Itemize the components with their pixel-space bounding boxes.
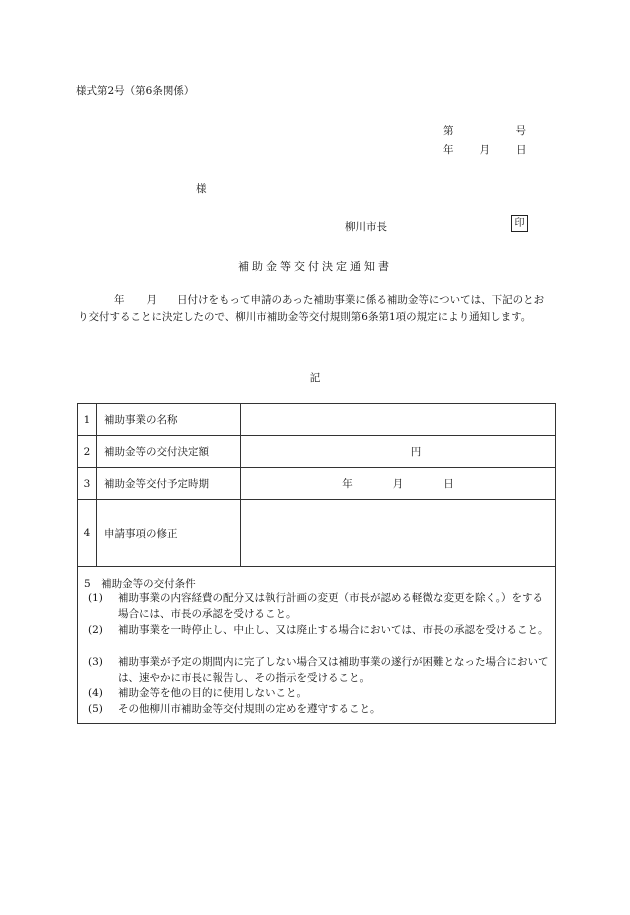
condition-mark: (5)	[88, 703, 103, 715]
schedule-year: 年	[342, 478, 353, 490]
row-label: 補助金等交付予定時期	[97, 468, 241, 500]
body-text: 日付けをもって申請のあった補助事業に係る補助金等については、下記のとおり交付することに決定したので、柳川市補助金等交付規則第6条第1項の規定により通知します。	[78, 294, 545, 323]
body-paragraph	[78, 292, 554, 326]
table-row	[78, 468, 556, 500]
amount-value	[241, 436, 556, 468]
body-year: 年	[114, 294, 125, 306]
condition-item	[88, 686, 550, 702]
table-row	[78, 500, 556, 567]
condition-text: その他柳川市補助金等交付規則の定めを遵守すること。	[118, 703, 381, 715]
document-title: 補助金等交付決定通知書	[238, 260, 392, 273]
form-number: 様式第2号（第6条関係）	[76, 85, 195, 97]
table-row	[78, 404, 556, 436]
condition-item	[88, 655, 550, 686]
document-number-line	[443, 123, 526, 138]
conditions-box	[77, 567, 556, 724]
schedule-value	[241, 468, 556, 500]
row-number: 4	[78, 500, 97, 567]
date-month: 月	[479, 144, 490, 156]
schedule-month: 月	[392, 478, 404, 490]
row-number: 1	[78, 404, 97, 436]
condition-text: 補助事業を一時停止し、中止し、又は廃止する場合においては、市長の承認を受けること。	[118, 624, 549, 636]
date-day: 日	[516, 144, 527, 156]
ki-heading: 記	[309, 372, 321, 384]
conditions-title: 5 補助金等の交付条件	[84, 578, 196, 590]
body-month: 月	[146, 294, 157, 306]
issue-date-line	[443, 142, 527, 157]
date-year: 年	[443, 144, 454, 156]
addressee-suffix: 様	[196, 183, 207, 195]
row-label: 申請事項の修正	[97, 500, 241, 567]
condition-mark: (2)	[88, 624, 103, 636]
condition-mark: (3)	[88, 656, 103, 668]
condition-mark: (1)	[88, 592, 103, 604]
schedule-day: 日	[443, 478, 454, 490]
condition-mark: (4)	[88, 687, 103, 699]
table-row	[78, 436, 556, 468]
condition-item	[88, 623, 550, 639]
seal-mark: 印	[511, 215, 528, 232]
row-label: 補助事業の名称	[97, 404, 241, 436]
yen-unit: 円	[410, 446, 422, 458]
condition-item	[88, 591, 550, 622]
amendment-value	[241, 500, 556, 567]
project-name-value	[241, 404, 556, 436]
condition-text: 補助事業が予定の期間内に完了しない場合又は補助事業の遂行が困難となった場合においては、速やかに市長に報告し、その指示を受けること。	[118, 656, 549, 684]
condition-text: 補助事業の内容経費の配分又は執行計画の変更（市長が認める軽微な変更を除く。）をする場合には、市長の承認を受けること。	[118, 592, 544, 620]
decision-table	[77, 403, 556, 567]
row-number: 3	[78, 468, 97, 500]
number-suffix: 号	[515, 125, 526, 137]
row-label: 補助金等の交付決定額	[97, 436, 241, 468]
condition-text: 補助金等を他の目的に使用しないこと。	[118, 687, 307, 699]
issuer-name: 柳川市長	[345, 221, 387, 233]
number-prefix: 第	[443, 125, 454, 137]
condition-item	[88, 702, 550, 718]
row-number: 2	[78, 436, 97, 468]
